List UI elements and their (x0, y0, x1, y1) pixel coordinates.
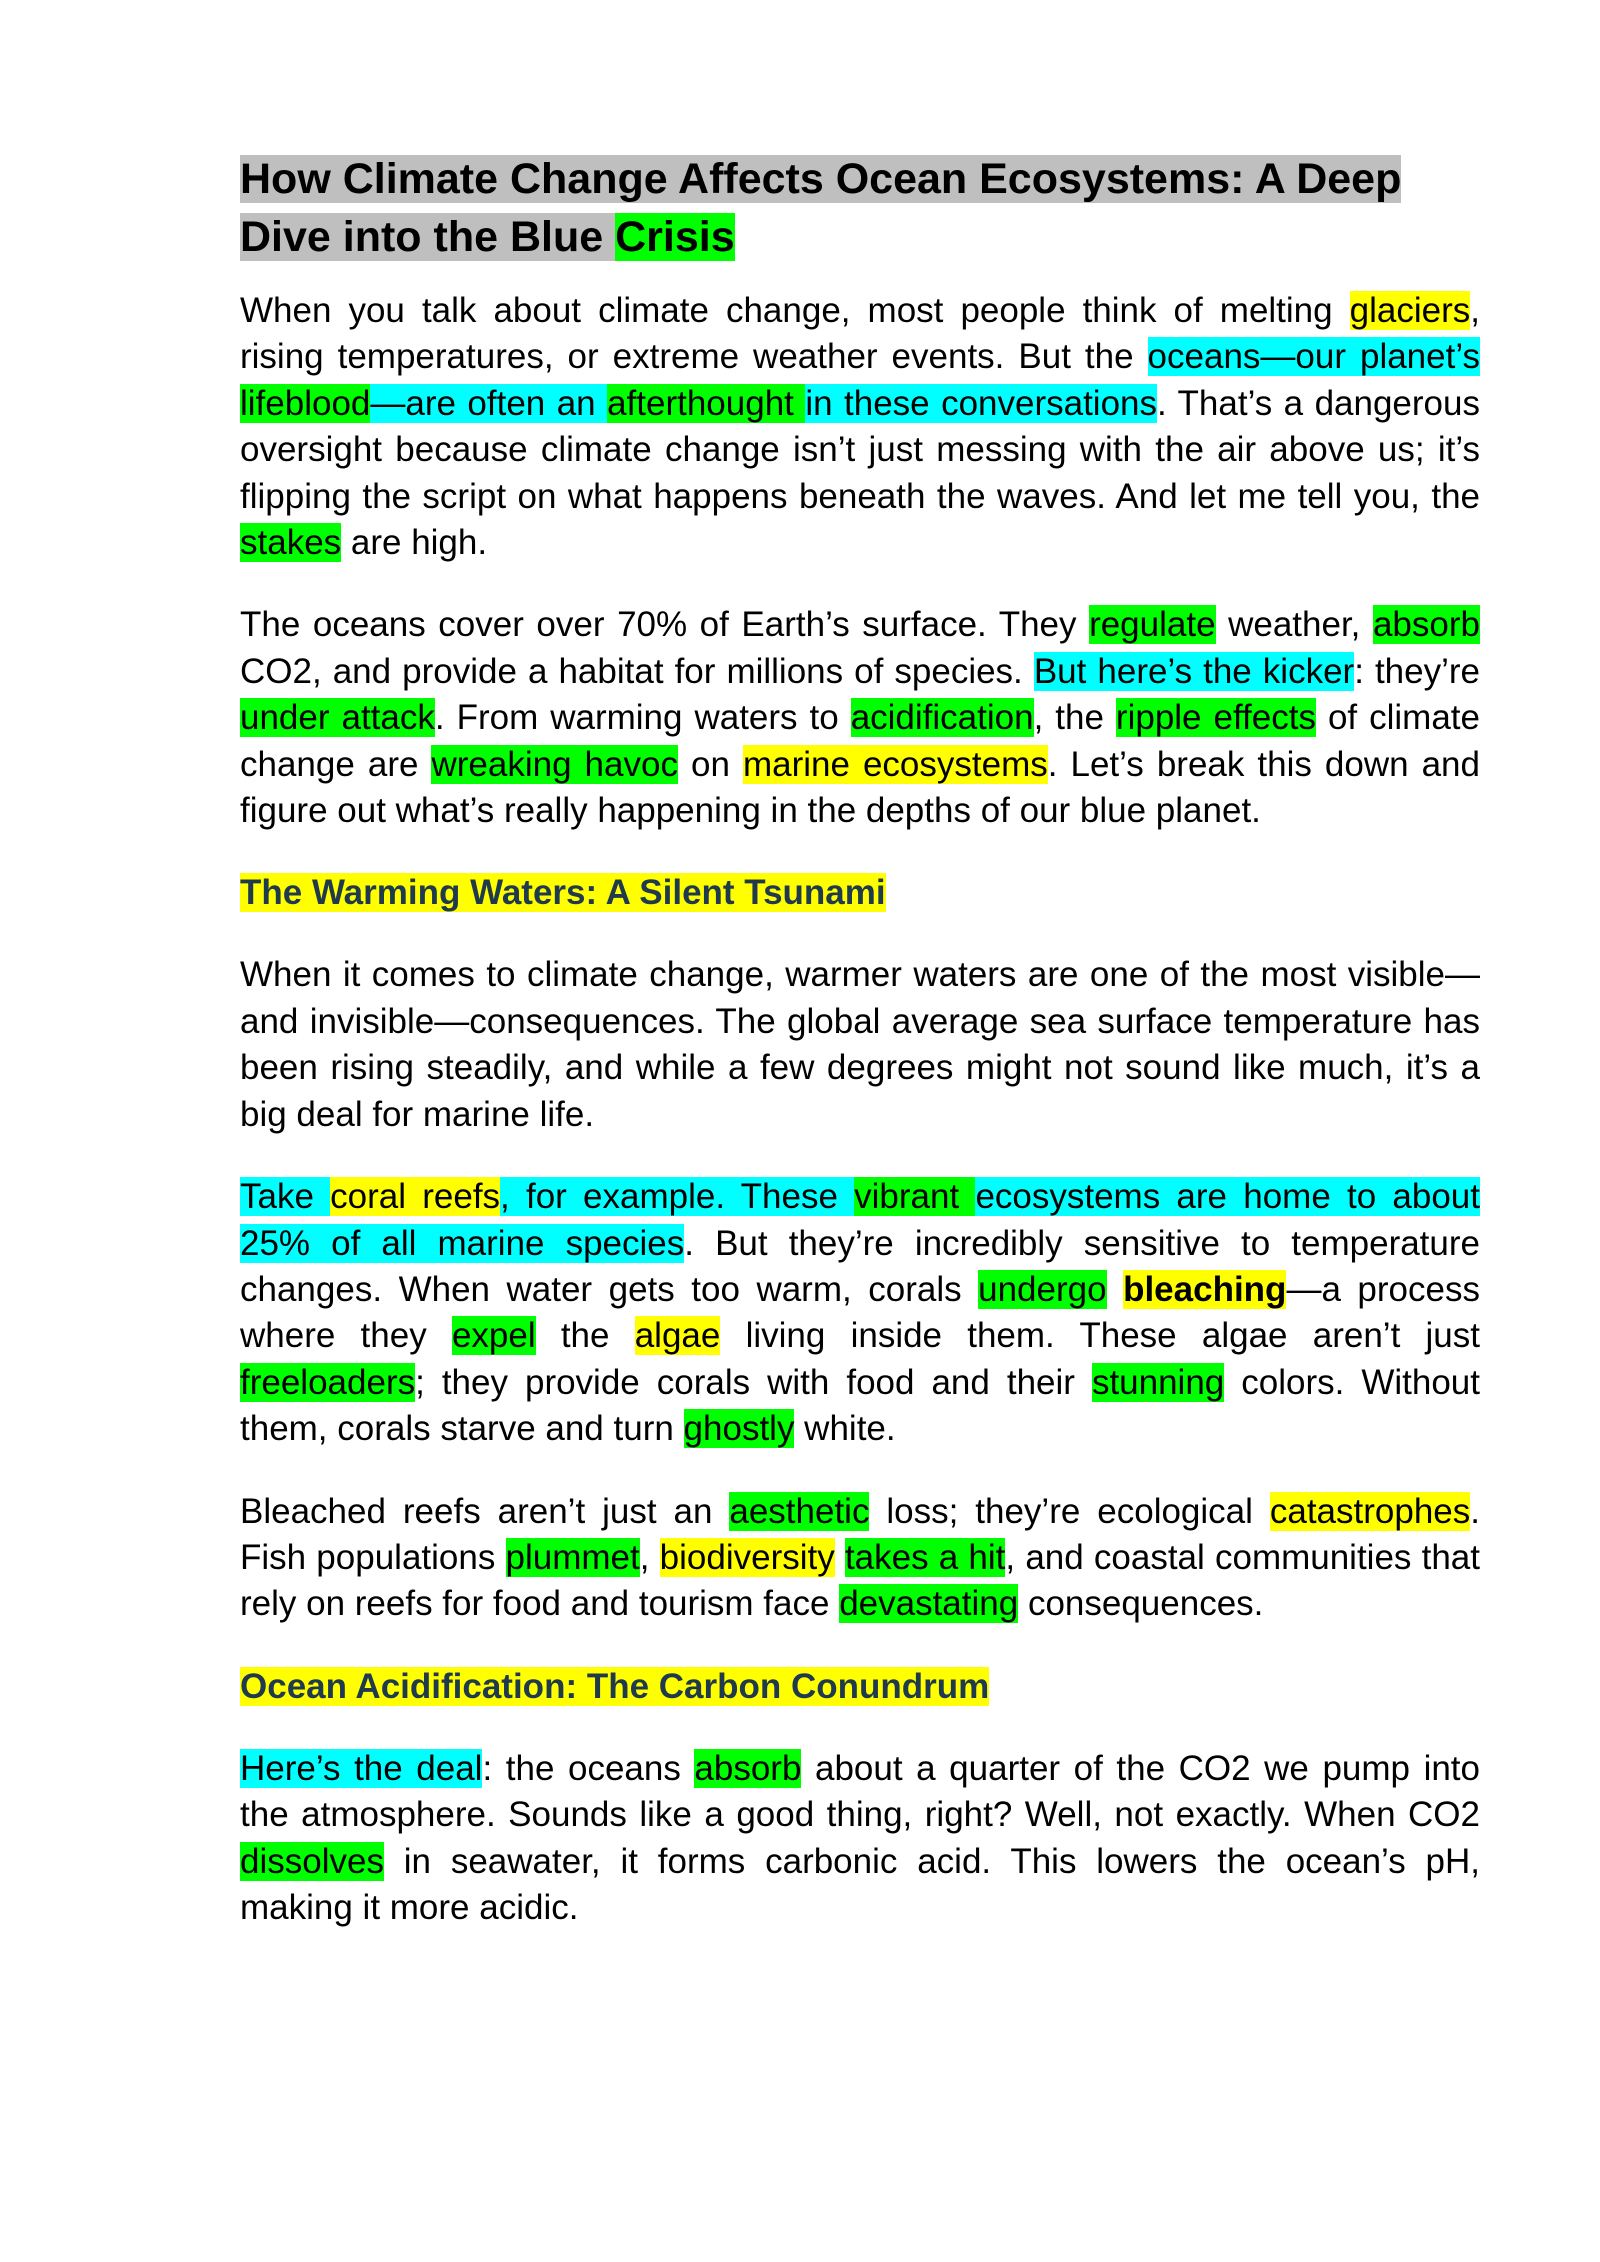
text-run: , the (1033, 698, 1116, 738)
document-title (240, 150, 1480, 266)
highlight-cyan: Here’s the deal (240, 1748, 483, 1788)
highlight-green: acidification (850, 698, 1034, 738)
text-run: weather, (1215, 605, 1373, 645)
highlight-cyan: But here’s the kicker (1033, 651, 1355, 691)
highlight-yellow: glaciers (1349, 291, 1471, 330)
text-run: . But they’re incredibly sensitive to temperature changes. When water gets too warm, corals (240, 1223, 1480, 1309)
paragraph-bleached (240, 1489, 1480, 1628)
heading-text: The Warming Waters: A Silent Tsunami (240, 873, 886, 913)
highlight-green: stakes (240, 523, 342, 563)
text-run: , rising temperatures, or extreme weather events. But the (240, 291, 1480, 377)
text-run: on (677, 744, 743, 784)
highlight-green: lifeblood (240, 383, 371, 423)
text-run: about a quarter of the CO2 we pump into the atmosphere. Sounds like a good thing, right? Well, not exactly. When CO2 (240, 1748, 1480, 1835)
paragraph-warming: When it comes to climate change, warmer waters are one of the most visible—and invisible—consequences. The global average sea surface temperature has been rising steadily, and while a few degrees might not sound like much, it’s a big deal for marine life. (240, 955, 1480, 1134)
highlight-yellow: algae (634, 1316, 721, 1356)
text-run: of climate change are (240, 698, 1480, 784)
text-run: , and coastal communities that rely on reefs for food and tourism face (240, 1537, 1480, 1624)
text-run: Bleached reefs aren’t just an (240, 1491, 730, 1531)
highlight-green: undergo (978, 1269, 1107, 1309)
highlight-yellow-bold: bleaching (1123, 1269, 1287, 1309)
document-page (240, 150, 1480, 1967)
highlight-green: wreaking havoc (431, 744, 678, 784)
text-run: . From warming waters to (434, 698, 851, 738)
highlight-yellow: biodiversity (659, 1537, 835, 1577)
highlight-green: stunning (1091, 1362, 1225, 1402)
text-run: : they’re (1354, 651, 1481, 691)
text-run: , (639, 1537, 660, 1577)
title-highlight-word: Crisis (615, 213, 735, 261)
text-run: living inside them. These algae aren’t just (720, 1316, 1480, 1356)
text-run: The oceans cover over 70% of Earth’s surface. They (240, 605, 1090, 645)
paragraph-intro (240, 288, 1480, 566)
highlight-yellow: marine ecosystems (742, 744, 1048, 784)
text-run: white. (794, 1409, 896, 1449)
text-run: loss; they’re ecological (869, 1491, 1270, 1531)
highlight-green: takes a hit (844, 1537, 1006, 1577)
paragraph-acidification (240, 1746, 1480, 1932)
text-run: ; they provide corals with food and their (415, 1362, 1092, 1402)
highlight-green: absorb (694, 1748, 802, 1788)
highlight-green: expel (451, 1316, 536, 1356)
title-text: How Climate Change Affects Ocean Ecosystems: A Deep Dive into the Blue (240, 155, 1402, 261)
highlight-green: regulate (1089, 605, 1216, 645)
highlight-yellow: catastrophes (1269, 1491, 1471, 1531)
text-run (835, 1538, 845, 1577)
highlight-green: vibrant (854, 1177, 976, 1217)
text-run: consequences. (1018, 1584, 1264, 1624)
highlight-green: afterthought (607, 383, 806, 423)
text-run: When you talk about climate change, most people think of melting (240, 291, 1350, 330)
text-run: . Fish populations (240, 1491, 1480, 1577)
highlight-green: under attack (240, 698, 435, 738)
highlight-green: ghostly (683, 1409, 795, 1449)
highlight-cyan: in these conversations (805, 383, 1158, 423)
text-run: CO2, and provide a habitat for millions of species. (240, 651, 1034, 691)
text-run: —a process where they (240, 1269, 1480, 1356)
highlight-cyan: Take (240, 1177, 331, 1217)
text-run: in seawater, it forms carbonic acid. This lowers the ocean’s pH, making it more acidic. (240, 1841, 1480, 1927)
paragraph-oceans (240, 602, 1480, 834)
heading-text: Ocean Acidification: The Carbon Conundrum (240, 1666, 990, 1706)
highlight-green: freeloaders (240, 1362, 416, 1402)
text-run: : the oceans (482, 1748, 695, 1788)
highlight-green: plummet (505, 1537, 640, 1577)
text-run: . That’s a dangerous oversight because climate change isn’t just messing with the air above us; it’s flipping the script on what happens beneath the waves. And let me tell you, the (240, 383, 1480, 516)
highlight-cyan: ecosystems are home to about 25% of all marine species (240, 1177, 1480, 1263)
highlight-green: aesthetic (729, 1491, 870, 1531)
section-heading-warming (240, 870, 1480, 916)
text-run: the (535, 1316, 635, 1356)
highlight-cyan: oceans—our planet’s (1147, 337, 1480, 377)
highlight-green: ripple effects (1115, 698, 1316, 738)
paragraph-coral (240, 1174, 1480, 1452)
section-heading-acidification (240, 1664, 1480, 1710)
highlight-cyan: , for example. These (500, 1177, 855, 1217)
highlight-cyan: —are often an (370, 383, 608, 423)
highlight-yellow: coral reefs (330, 1177, 501, 1217)
text-run: are high. (341, 523, 488, 563)
text-run: colors. Without them, corals starve and turn (240, 1362, 1480, 1449)
highlight-green: absorb (1372, 605, 1480, 645)
highlight-green: devastating (839, 1584, 1019, 1624)
highlight-green: dissolves (240, 1841, 384, 1881)
text-run: . Let’s break this down and figure out what’s really happening in the depths of our blue planet. (240, 744, 1480, 831)
text-run (1107, 1270, 1124, 1309)
